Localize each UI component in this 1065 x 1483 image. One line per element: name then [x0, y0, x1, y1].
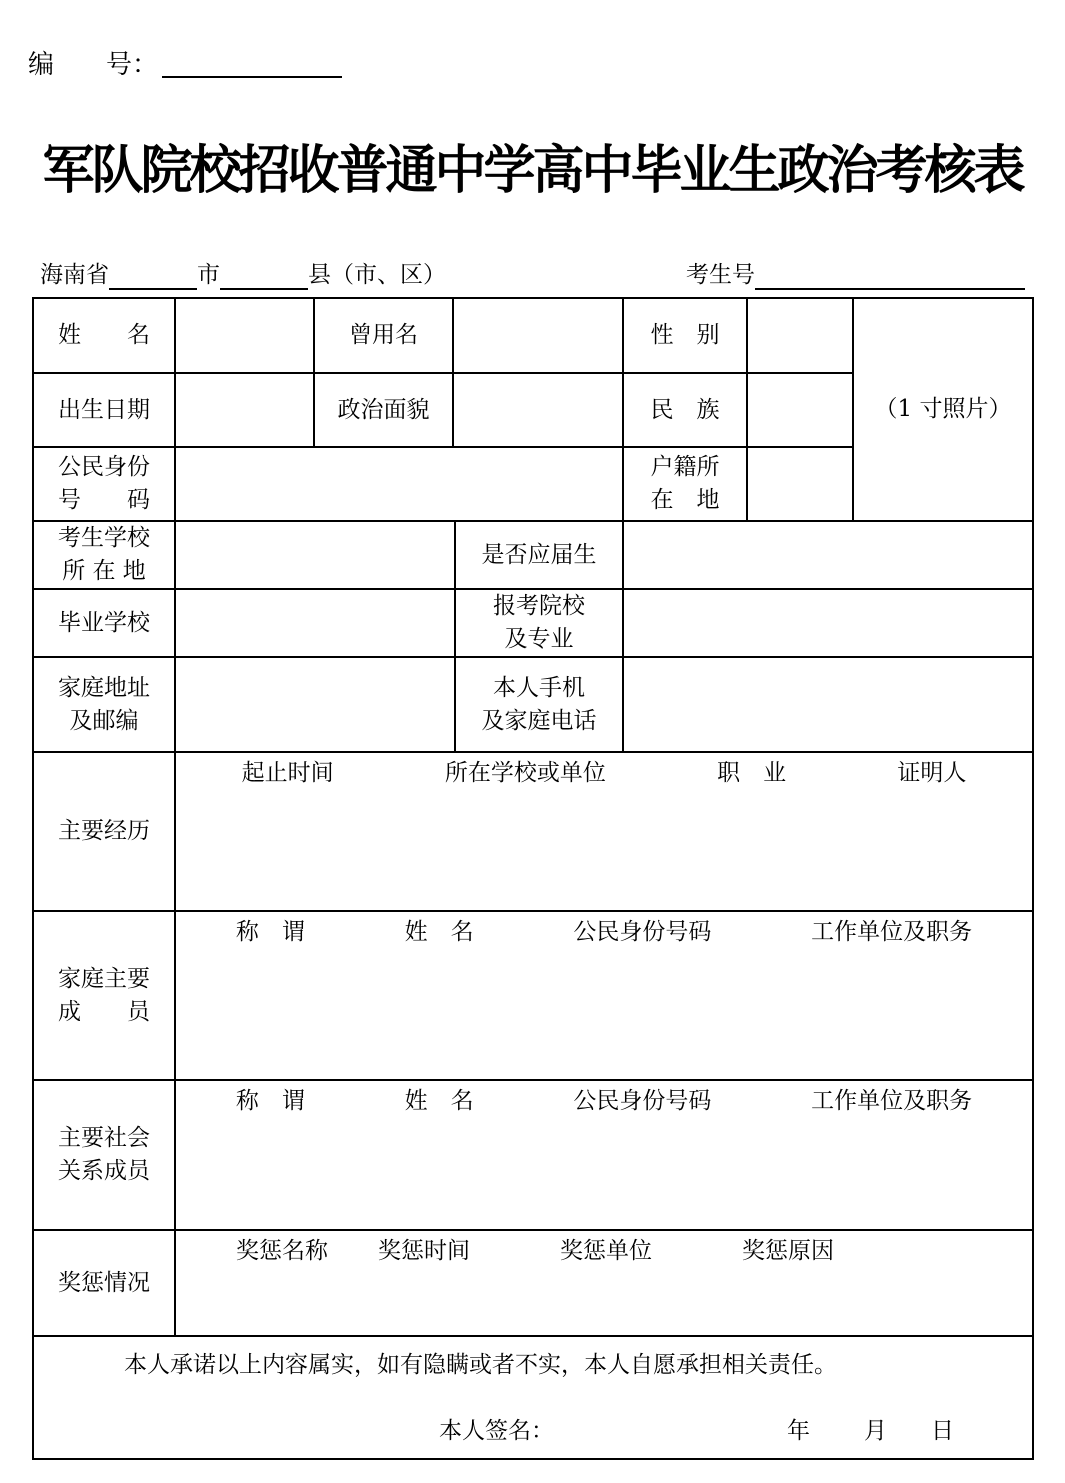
- col-period: 起止时间: [241, 760, 334, 786]
- page-title: 军队院校招收普通中学高中毕业生政治考核表: [42, 141, 1023, 201]
- address-field[interactable]: [175, 657, 455, 752]
- ethnicity-label: 民 族: [623, 373, 747, 447]
- province-blank[interactable]: [109, 262, 197, 290]
- city-blank[interactable]: [220, 262, 308, 290]
- region-line: [40, 256, 446, 290]
- year-label: 年: [787, 1418, 810, 1444]
- name-label: 姓 名: [33, 298, 175, 373]
- ethnicity-field[interactable]: [747, 373, 853, 447]
- fresh-grad-label: 是否应届生: [455, 521, 623, 589]
- former-name-field[interactable]: [453, 298, 623, 373]
- social-field[interactable]: [175, 1080, 1033, 1230]
- signature-field[interactable]: [654, 1415, 854, 1449]
- family-label: 家庭主要 成 员: [33, 911, 175, 1080]
- photo-box[interactable]: （1 寸照片）: [853, 298, 1033, 521]
- political-status-label: 政治面貌: [314, 373, 453, 447]
- serial-field[interactable]: [162, 76, 342, 78]
- political-status-field[interactable]: [453, 373, 623, 447]
- social-label: 主要社会 关系成员: [33, 1080, 175, 1230]
- province-label: 海南省: [40, 262, 109, 288]
- exam-no-label: 考生号: [686, 262, 755, 288]
- col-award-unit: 奖惩单位: [560, 1238, 652, 1264]
- school-location-label: 考生学校 所 在 地: [33, 521, 175, 589]
- experience-field[interactable]: [175, 752, 1033, 911]
- gender-label: 性 别: [623, 298, 747, 373]
- birth-date-label: 出生日期: [33, 373, 175, 447]
- col-workplace: 工作单位及职务: [811, 1088, 973, 1114]
- day-label: 日: [931, 1418, 954, 1444]
- apply-school-field[interactable]: [623, 589, 1033, 657]
- col-id-number: 公民身份号码: [573, 919, 712, 945]
- col-relation: 称 谓: [235, 1088, 305, 1114]
- col-award-name: 奖惩名称: [236, 1238, 328, 1264]
- gender-field[interactable]: [747, 298, 853, 373]
- awards-label: 奖惩情况: [33, 1230, 175, 1336]
- col-unit: 所在学校或单位: [444, 760, 606, 786]
- address-label: 家庭地址 及邮编: [33, 657, 175, 752]
- col-id-number: 公民身份号码: [573, 1088, 712, 1114]
- graduation-school-label: 毕业学校: [33, 589, 175, 657]
- phone-label: 本人手机 及家庭电话: [455, 657, 623, 752]
- social-columns: [176, 1081, 1032, 1118]
- col-workplace: 工作单位及职务: [811, 919, 973, 945]
- graduation-school-field[interactable]: [175, 589, 455, 657]
- household-label: 户籍所 在 地: [623, 447, 747, 521]
- col-relation: 称 谓: [235, 919, 305, 945]
- city-label: 市: [197, 262, 220, 288]
- family-columns: [176, 912, 1032, 949]
- family-field[interactable]: [175, 911, 1033, 1080]
- former-name-label: 曾用名: [314, 298, 453, 373]
- id-number-field[interactable]: [175, 447, 623, 521]
- household-field[interactable]: [747, 447, 853, 521]
- col-name: 姓 名: [404, 919, 474, 945]
- month-label: 月: [864, 1418, 887, 1444]
- col-name: 姓 名: [404, 1088, 474, 1114]
- col-job: 职 业: [717, 760, 787, 786]
- birth-date-field[interactable]: [175, 373, 314, 447]
- id-number-label: 公民身份 号 码: [33, 447, 175, 521]
- exam-no-field[interactable]: [755, 262, 1025, 290]
- phone-field[interactable]: [623, 657, 1033, 752]
- pledge-cell: [33, 1336, 1033, 1459]
- pledge-text: 本人承诺以上内容属实，如有隐瞒或者不实，本人自愿承担相关责任。: [124, 1352, 837, 1378]
- awards-field[interactable]: [175, 1230, 1033, 1336]
- col-witness: 证明人: [897, 760, 967, 786]
- experience-columns: [176, 753, 1032, 790]
- county-label: 县（市、区）: [308, 262, 446, 288]
- political-review-form: [32, 297, 1034, 1460]
- apply-school-label: 报考院校 及专业: [455, 589, 623, 657]
- experience-label: 主要经历: [33, 752, 175, 911]
- signature-label: 本人签名：: [439, 1418, 554, 1444]
- exam-no-line: [686, 256, 1025, 290]
- serial-label: 编 号：: [28, 50, 159, 80]
- awards-columns: [176, 1231, 1032, 1268]
- name-field[interactable]: [175, 298, 314, 373]
- col-award-reason: 奖惩原因: [742, 1238, 834, 1264]
- school-location-field[interactable]: [175, 521, 455, 589]
- fresh-grad-field[interactable]: [623, 521, 1033, 589]
- col-award-time: 奖惩时间: [378, 1238, 470, 1264]
